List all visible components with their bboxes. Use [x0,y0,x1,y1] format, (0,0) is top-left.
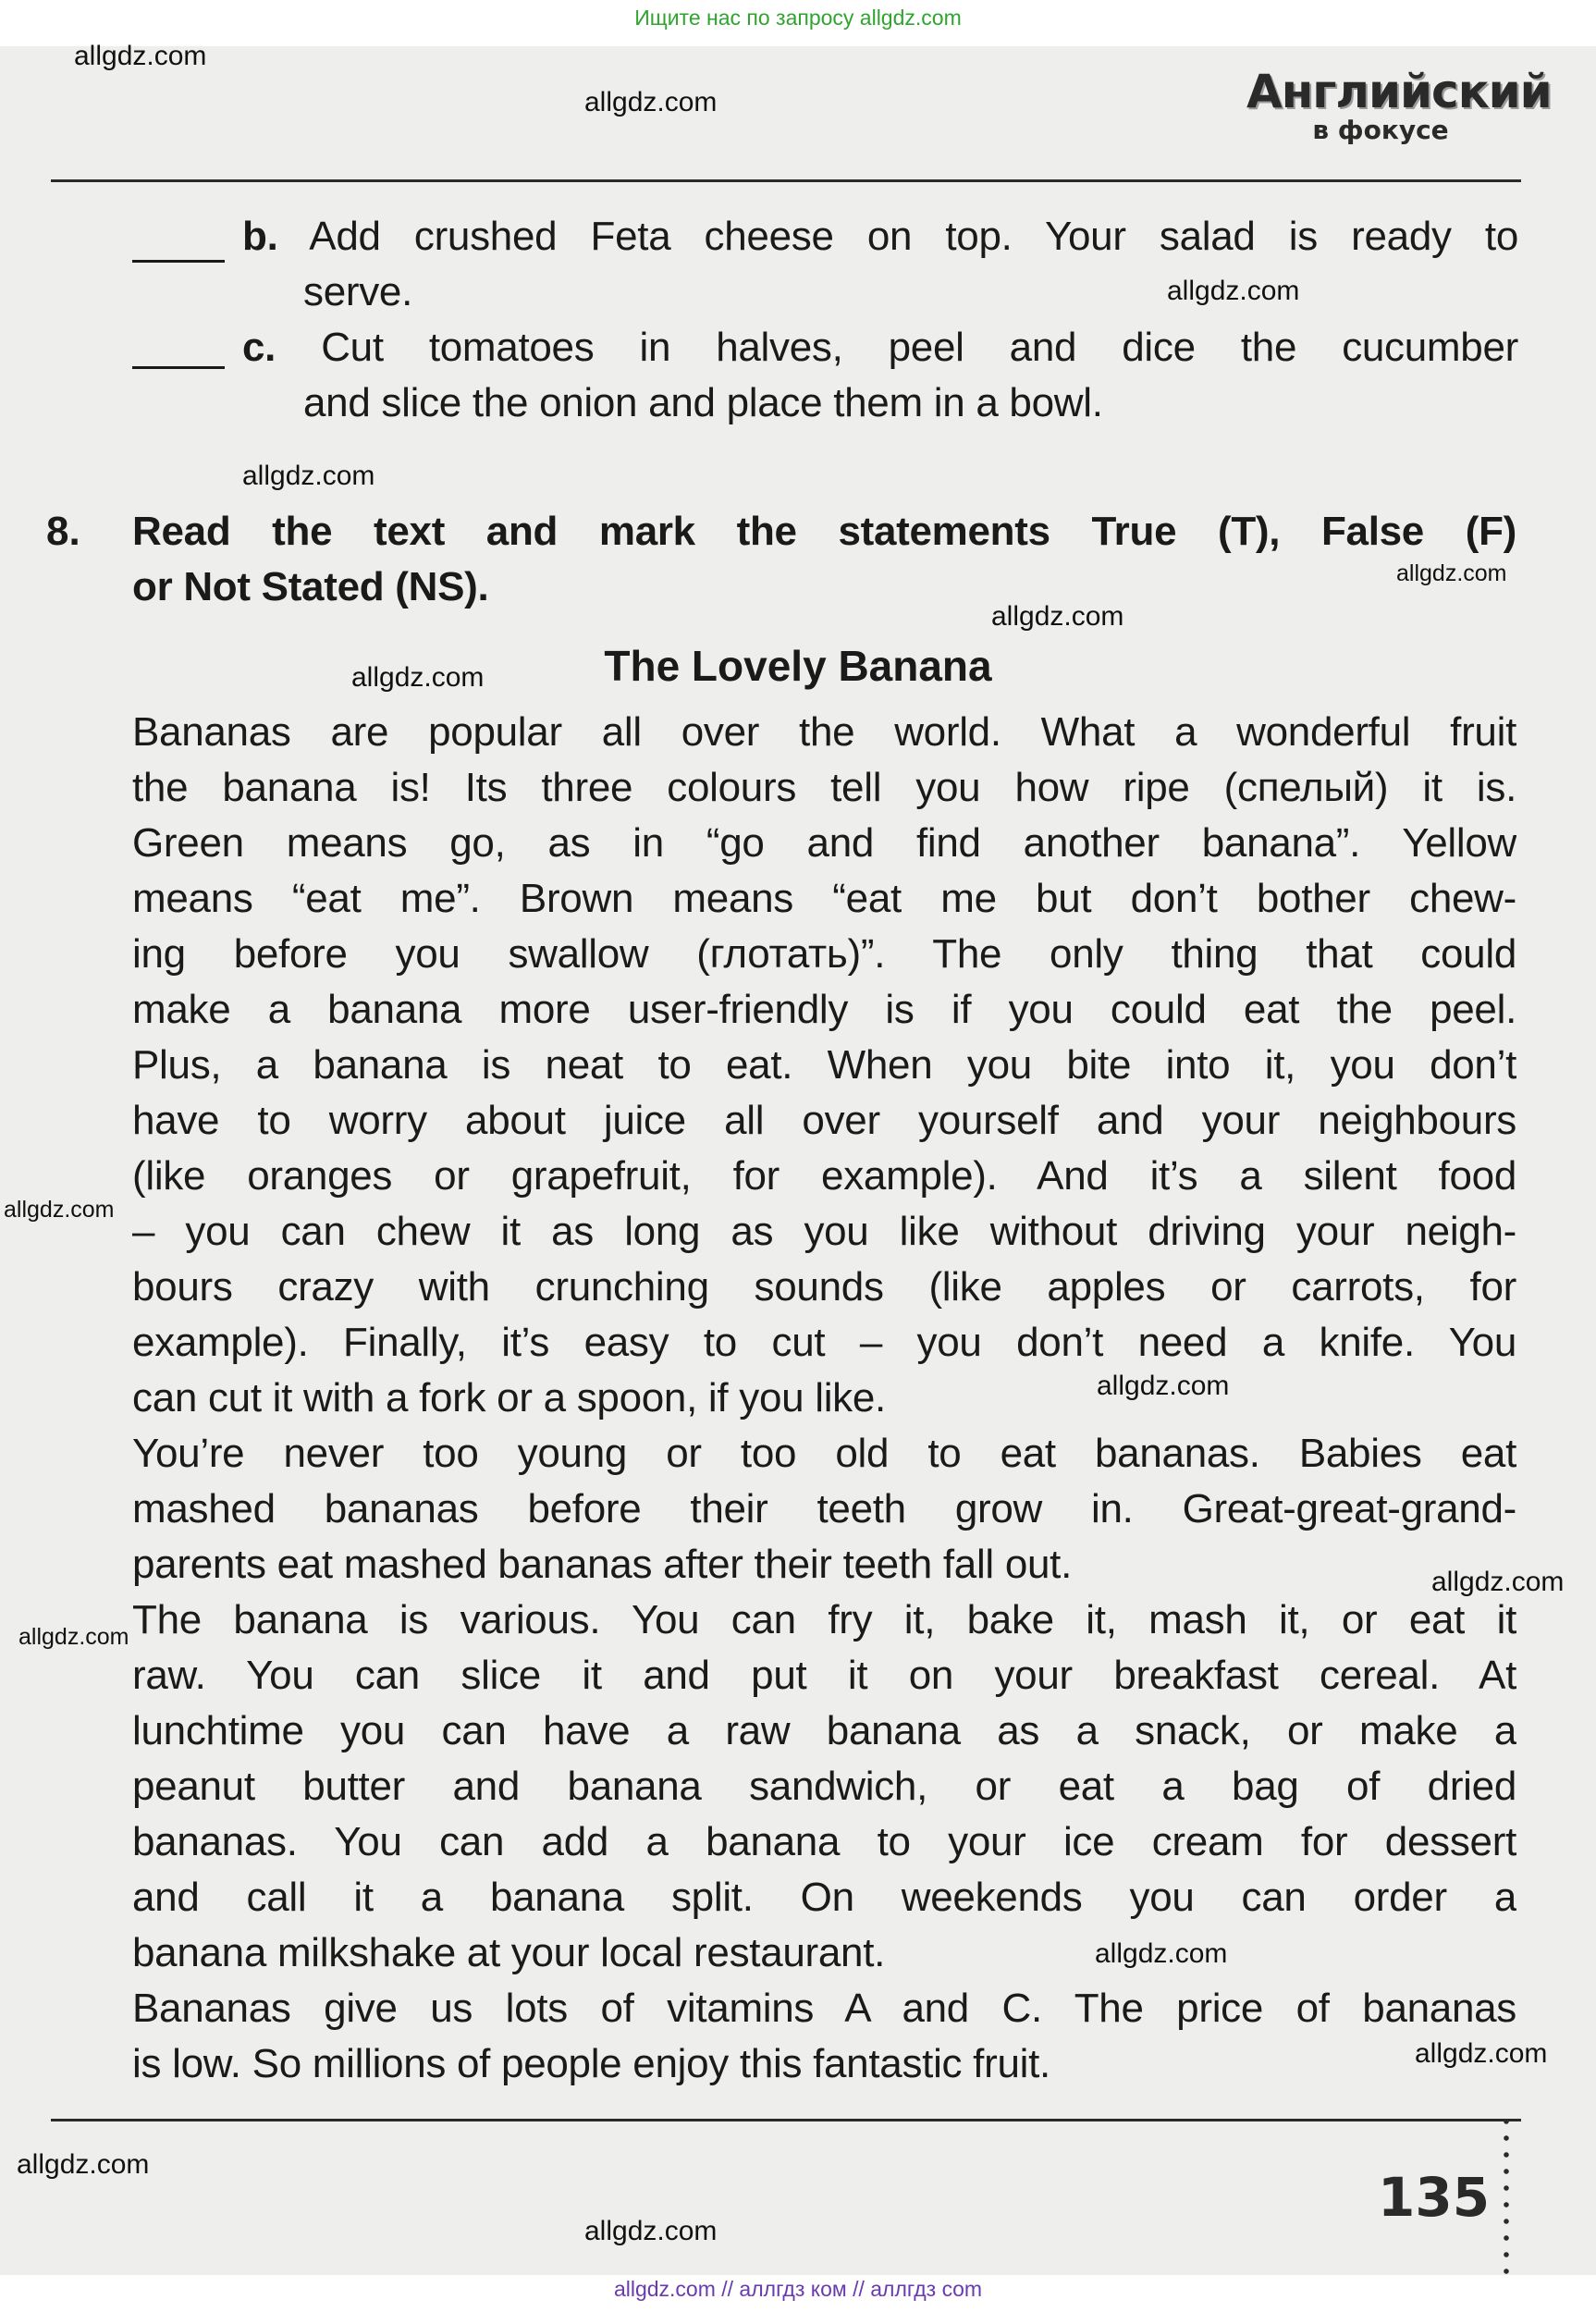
article-line: peanut butter and banana sandwich, or eat a bag of dried [132,1764,1516,1809]
article-line: (like oranges or grapefruit, for example). And it’s a silent food [132,1153,1516,1199]
logo-title: Английский [1246,65,1552,118]
instruction-line: Read the text and mark the statements True (T), False (F) [132,509,1516,554]
watermark: allgdz.com [584,87,718,117]
article-line: lunchtime you can have a raw banana as a snack, or make a [132,1708,1516,1753]
article-line: make a banana more user-friendly is if you could eat the peel. [132,987,1516,1032]
article-line: parents eat mashed bananas after their teeth fall out. [132,1542,1073,1587]
article-line: Bananas give us lots of vitamins A and C. The price of bananas [132,1986,1516,2031]
article-line: ing before you swallow (глотать)”. The only thing that could [132,931,1516,977]
step-text: Add crushed Feta cheese on top. Your salad is ready to [309,214,1518,259]
recipe-step-b [242,209,1518,320]
article-line: – you can chew it as long as you like without driving your neigh- [132,1209,1516,1254]
article-line: means “eat me”. Brown means “eat me but don’t bother chew- [132,876,1516,921]
watermark: allgdz.com [1396,560,1507,586]
article-line: Bananas are popular all over the world. What a wonderful fruit [132,709,1516,755]
watermark: allgdz.com [1415,2038,1548,2069]
watermark: allgdz.com [351,662,485,693]
step-text: serve. [303,269,413,314]
step-text: and slice the onion and place them in a bowl. [303,380,1103,425]
answer-blank [132,366,225,369]
header-rule [51,179,1521,182]
bottom-banner[interactable]: allgdz.com // аллгдз ком // аллгдз com [613,2277,983,2301]
article-line: The banana is various. You can fry it, bake it, mash it, or eat it [132,1597,1516,1642]
article-line: can cut it with a fork or a spoon, if you like. [132,1375,886,1420]
article-line: Green means go, as in “go and find another banana”. Yellow [132,820,1516,866]
watermark: allgdz.com [74,41,207,71]
recipe-step-c [242,320,1518,431]
top-banner[interactable]: Ищите нас по запросу allgdz.com [634,6,962,30]
article-line: is low. So millions of people enjoy this fantastic fruit. [132,2041,1050,2086]
article-line: bours crazy with crunching sounds (like apples or carrots, for [132,1264,1516,1310]
article-line: raw. You can slice it and put it on your breakfast cereal. At [132,1653,1516,1698]
article-line: example). Finally, it’s easy to cut – you don’t need a knife. You [132,1320,1516,1365]
watermark: allgdz.com [1095,1938,1228,1969]
article-line: bananas. You can add a banana to your ice cream for dessert [132,1819,1516,1864]
step-letter: b. [242,214,278,259]
article-line: mashed bananas before their teeth grow in. Great-great-grand- [132,1486,1516,1531]
step-line [242,375,1518,431]
watermark: allgdz.com [17,2149,150,2180]
logo-subtitle: в фокусе [1312,115,1449,145]
footer-rule [51,2119,1521,2121]
watermark: allgdz.com [1431,1567,1565,1597]
watermark: allgdz.com [18,1624,129,1650]
step-line [242,320,1518,375]
task-instruction [132,504,1516,615]
article-title: The Lovely Banana [604,642,992,690]
task-number: 8. [46,509,80,554]
page-number: 135 [1378,2166,1491,2229]
article-body [132,705,1516,2092]
article-line: have to worry about juice all over yourself and your neighbours [132,1098,1516,1143]
textbook-logo [1246,65,1552,166]
instruction-line: or Not Stated (NS). [132,564,489,609]
step-letter: c. [242,325,276,370]
step-line [242,209,1518,264]
step-line [242,264,1518,320]
watermark: allgdz.com [584,2216,718,2246]
step-text: Cut tomatoes in halves, peel and dice the cucumber [321,325,1518,370]
article-line: the banana is! Its three colours tell you how ripe (спелый) it is. [132,765,1516,810]
dotted-edge [1504,2113,1509,2280]
answer-blank [132,260,225,263]
article-line: banana milkshake at your local restaurant. [132,1930,886,1975]
article-line: You’re never too young or too old to eat bananas. Babies eat [132,1431,1516,1476]
watermark: allgdz.com [4,1197,115,1223]
article-line: Plus, a banana is neat to eat. When you bite into it, you don’t [132,1042,1516,1088]
watermark: allgdz.com [1097,1371,1230,1401]
watermark: allgdz.com [991,601,1124,632]
watermark: allgdz.com [1167,276,1300,306]
watermark: allgdz.com [242,461,375,491]
article-line: and call it a banana split. On weekends you can order a [132,1875,1516,1920]
